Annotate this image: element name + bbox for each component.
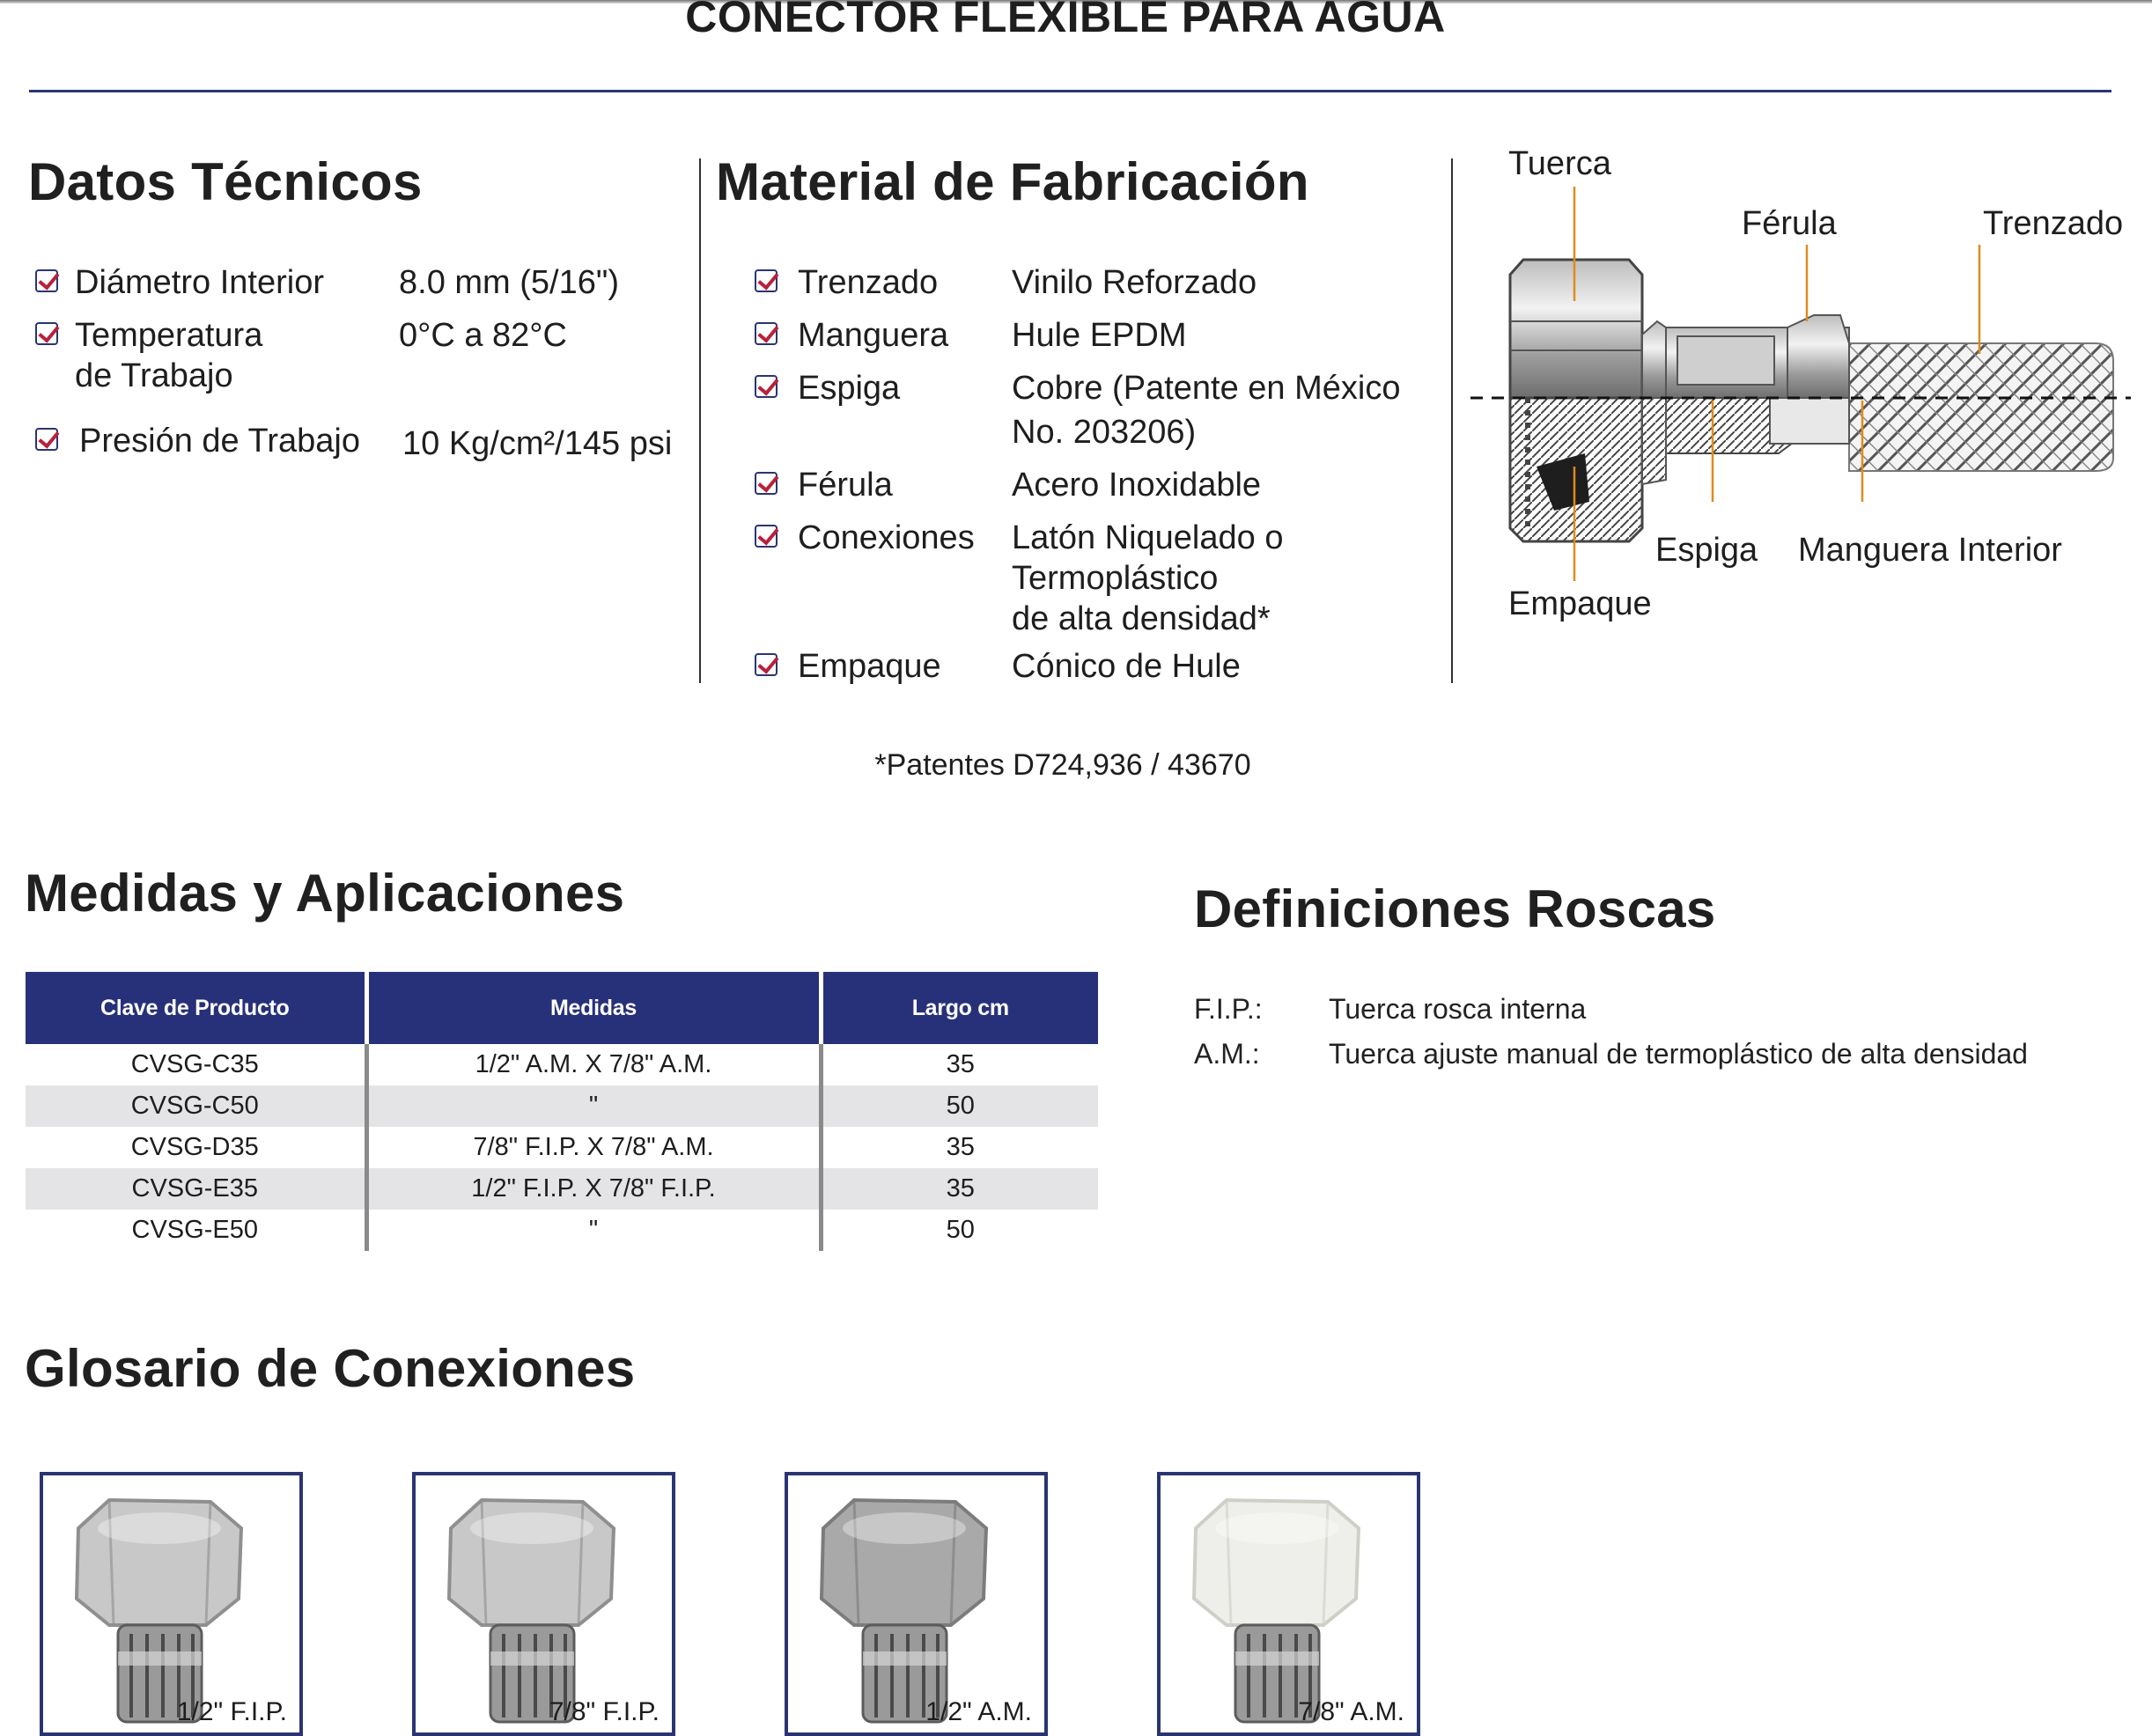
table-row <box>26 1085 1098 1127</box>
title-rule <box>29 90 2111 92</box>
checkbox-icon <box>755 375 778 398</box>
rosca-definition <box>1194 993 1263 1026</box>
table-row <box>26 1168 1098 1210</box>
table-row <box>26 1044 1098 1085</box>
medidas-heading: Medidas y Aplicaciones <box>25 864 625 923</box>
glosario-card <box>412 1472 675 1736</box>
glosario-label: 7/8" A.M. <box>1298 1697 1404 1726</box>
table-row <box>26 1210 1098 1251</box>
material-label: Empaque <box>798 648 941 685</box>
glosario-label: 1/2" A.M. <box>925 1697 1032 1726</box>
table-cell: CVSG-D35 <box>130 1133 259 1161</box>
datos-value: 8.0 mm (5/16") <box>399 264 620 301</box>
material-heading: Material de Fabricación <box>716 152 1309 211</box>
material-value: Hule EPDM <box>1012 317 1187 354</box>
material-value: Vinilo Reforzado <box>1012 264 1257 301</box>
checkbox-icon <box>755 472 778 495</box>
table-cell: 50 <box>821 1085 1098 1127</box>
diagram-label-manguera: Manguera Interior <box>1798 532 2062 569</box>
document-title: CONECTOR FLEXIBLE PARA AGUA <box>685 0 1446 41</box>
gray-plastic-nut-icon <box>788 1475 1044 1732</box>
column-divider <box>699 158 701 683</box>
diagram-label-tuerca: Tuerca <box>1508 145 1611 182</box>
glosario-label: 1/2" F.I.P. <box>176 1697 287 1726</box>
checkbox-icon <box>35 428 58 451</box>
checkbox-icon <box>755 525 778 548</box>
material-value: No. 203206) <box>1012 414 1197 451</box>
checkbox-icon <box>755 269 778 292</box>
column-header: Clave de Producto <box>26 972 366 1044</box>
column-header: Largo cm <box>821 972 1098 1044</box>
glosario-heading: Glosario de Conexiones <box>25 1339 636 1398</box>
diagram-label-trenzado: Trenzado <box>1983 205 2124 242</box>
checkbox-icon <box>35 322 58 345</box>
table-header-row <box>26 972 1098 1044</box>
rosca-key: F.I.P.: <box>1194 993 1263 1025</box>
checkbox-icon <box>35 269 58 292</box>
datos-label: Diámetro Interior <box>75 264 324 301</box>
braid <box>1849 343 2113 471</box>
patentes-note: *Patentes D724,936 / 43670 <box>874 748 1251 782</box>
rosca-definition-value: Tuerca ajuste manual de termoplástico de alta densidad <box>1329 1038 2028 1070</box>
material-value: Cónico de Hule <box>1012 648 1241 685</box>
glosario-card <box>785 1472 1048 1736</box>
table-cell: CVSG-C35 <box>130 1050 259 1078</box>
datos-heading: Datos Técnicos <box>28 152 423 211</box>
metal-nut-icon <box>416 1475 672 1732</box>
datos-label: Presión de Trabajo <box>79 423 360 460</box>
rosca-definition <box>1194 1038 1260 1070</box>
glosario-label: 7/8" F.I.P. <box>549 1697 660 1726</box>
material-value: de alta densidad* <box>1012 600 1271 637</box>
material-value: Acero Inoxidable <box>1012 467 1262 504</box>
diagram-label-espiga: Espiga <box>1655 532 1758 569</box>
rosca-key: A.M.: <box>1194 1038 1260 1070</box>
table-cell: CVSG-E50 <box>131 1216 258 1244</box>
table-cell: 35 <box>821 1127 1098 1168</box>
table-cell: " <box>366 1085 821 1127</box>
table-row <box>26 1127 1098 1168</box>
diagram-label-ferula: Férula <box>1742 205 1837 242</box>
checkbox-icon <box>755 653 778 676</box>
medidas-table <box>26 972 1098 1251</box>
datos-label: Temperatura <box>75 317 263 354</box>
table-cell: CVSG-C50 <box>26 1085 366 1127</box>
table-cell: 7/8" F.I.P. X 7/8" A.M. <box>366 1127 821 1168</box>
roscas-heading: Definiciones Roscas <box>1194 879 1716 938</box>
datos-value: 10 Kg/cm²/145 psi <box>402 425 673 462</box>
material-value: Cobre (Patente en México <box>1012 370 1401 407</box>
material-value: Latón Niquelado o <box>1012 519 1284 556</box>
column-header: Medidas <box>366 972 821 1044</box>
diagram-label-empaque: Empaque <box>1508 585 1652 622</box>
material-label: Trenzado <box>798 264 939 301</box>
checkbox-icon <box>755 322 778 345</box>
material-label: Manguera <box>798 317 949 354</box>
table-cell: CVSG-E35 <box>26 1168 366 1210</box>
rosca-definition-value: Tuerca rosca interna <box>1329 993 1587 1025</box>
material-label: Espiga <box>798 370 901 407</box>
material-label: Férula <box>798 467 893 504</box>
white-plastic-nut-icon <box>1161 1475 1417 1732</box>
table-cell: 1/2" A.M. X 7/8" A.M. <box>366 1044 821 1085</box>
material-label: Conexiones <box>798 519 975 556</box>
column-divider <box>1451 158 1453 683</box>
material-value: Termoplástico <box>1012 560 1219 597</box>
datos-label-line2: de Trabajo <box>75 357 233 394</box>
table-cell: 50 <box>821 1210 1098 1251</box>
metal-nut-icon <box>43 1475 299 1732</box>
table-cell: 35 <box>821 1044 1098 1085</box>
datos-value: 0°C a 82°C <box>399 317 567 354</box>
glosario-card <box>1157 1472 1420 1736</box>
table-cell: 35 <box>821 1168 1098 1210</box>
table-cell: 1/2" F.I.P. X 7/8" F.I.P. <box>366 1168 821 1210</box>
glosario-card <box>40 1472 303 1736</box>
table-cell: " <box>366 1210 821 1251</box>
